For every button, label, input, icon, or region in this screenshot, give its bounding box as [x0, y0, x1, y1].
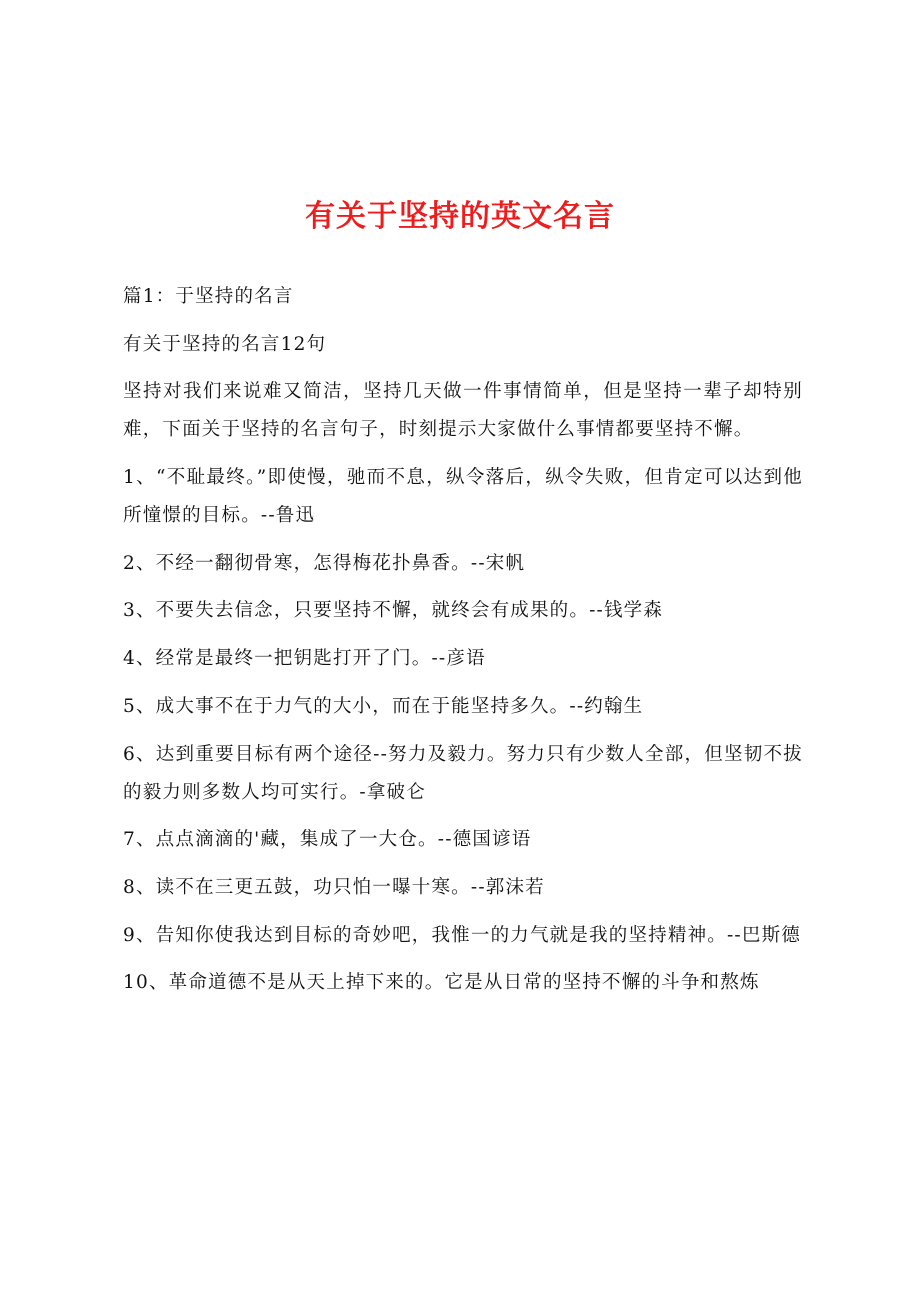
quote-item-8: 8、读不在三更五鼓，功只怕一曝十寒。--郭沫若: [123, 876, 545, 898]
quote-item-2: 2、不经一翻彻骨寒，怎得梅花扑鼻香。--宋帆: [123, 552, 526, 574]
quote-item-7: 7、点点滴滴的'藏，集成了一大仓。--德国谚语: [123, 829, 532, 851]
quote-item-9: 9、告知你使我达到目标的奇妙吧，我惟一的力气就是我的坚持精神。--巴斯德: [123, 924, 801, 946]
subheading: 有关于坚持的名言12句: [123, 333, 327, 355]
quote-item-5: 5、成大事不在于力气的大小，而在于能坚持多久。--约翰生: [123, 695, 644, 717]
document-title: 有关于坚持的英文名言: [305, 199, 615, 234]
quote-item-4: 4、经常是最终一把钥匙打开了门。--彦语: [123, 648, 486, 670]
quote-item-1: 1、“不耻最终。”即使慢，驰而不息，纵令落后，纵令失败，但肯定可以达到他所憧憬的目标。--鲁迅: [123, 467, 803, 527]
quote-item-6: 6、达到重要目标有两个途径--努力及毅力。努力只有少数人全部，但坚韧不拔的毅力则多数人均可实行。-拿破仑: [123, 743, 803, 803]
quote-item-3: 3、不要失去信念，只要坚持不懈，就终会有成果的。--钱学森: [123, 600, 664, 622]
intro-paragraph: 坚持对我们来说难又简洁，坚持几天做一件事情简单，但是坚持一辈子却特别难，下面关于坚持的名言句子，时刻提示大家做什么事情都要坚持不懈。: [123, 381, 803, 441]
section-heading: 篇1：于坚持的名言: [123, 286, 294, 307]
document-body: [123, 278, 803, 1012]
quote-item-10: 10、革命道德不是从天上掉下来的。它是从日常的坚持不懈的斗争和熬炼: [123, 972, 760, 994]
